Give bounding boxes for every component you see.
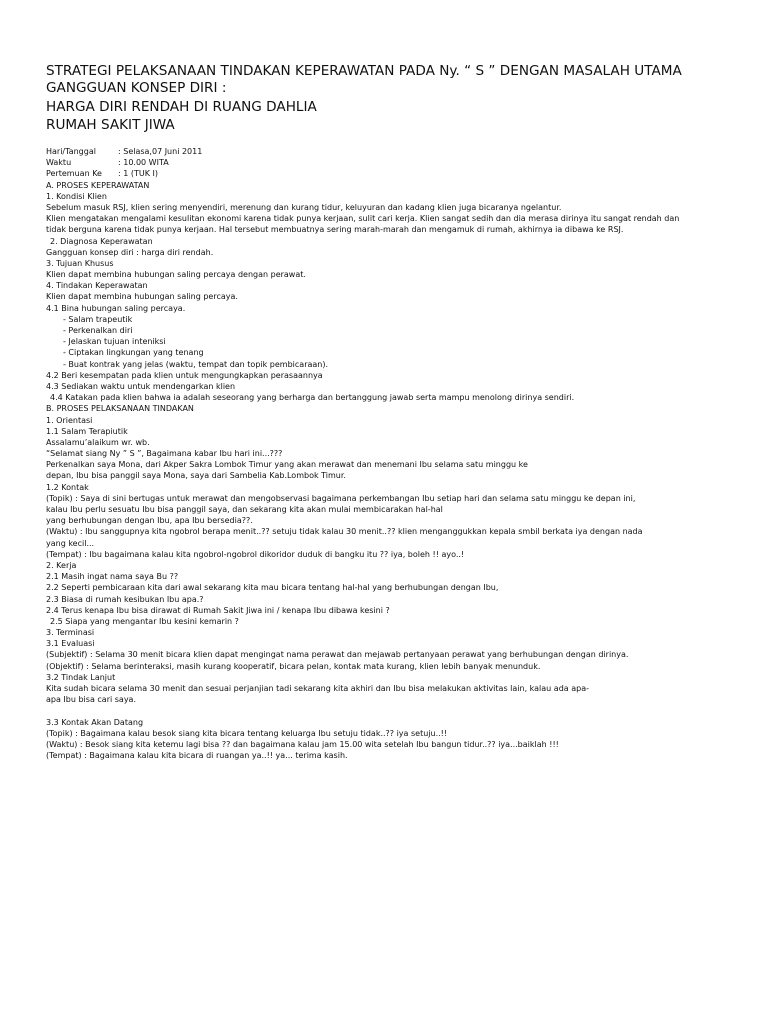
document-title-line-4: RUMAH SAKIT JIWA (46, 117, 175, 133)
meta-value: : Selasa,07 Juni 2011 (118, 147, 203, 156)
paragraph-line: (Objektif) : Selama berinteraksi, masih kurang kooperatif, bicara pelan, kontak mata kurang, klien lebih banyak menunduk. (46, 661, 541, 671)
list-heading: 4.2 Beri kesempatan pada klien untuk mengungkapkan perasaannya (46, 370, 323, 380)
list-item: - Buat kontrak yang jelas (waktu, tempat dan topik pembicaraan). (63, 359, 329, 369)
document-title-line-1: STRATEGI PELAKSANAAN TINDAKAN KEPERAWATAN PADA Ny. “ S ” DENGAN MASALAH UTAMA (46, 63, 682, 79)
paragraph-line: yang berhubungan dengan Ibu, apa Ibu bersedia??. (46, 516, 253, 526)
subsection-heading: 1.2 Kontak (46, 482, 89, 492)
paragraph-line: kalau Ibu perlu sesuatu Ibu bisa panggil saya, dan sekarang kita akan mulai membicarakan hal-hal (46, 505, 443, 514)
paragraph-line: Klien dapat membina hubungan saling percaya. (46, 292, 238, 302)
subsection-heading: 1. Orientasi (46, 415, 93, 425)
paragraph-line: Assalamu’alaikum wr. wb. (46, 437, 150, 447)
subsection-heading: 3. Terminasi (46, 628, 95, 638)
subsection-heading: 3.2 Tindak Lanjut (46, 672, 116, 682)
list-item: 2.4 Terus kenapa Ibu bisa dirawat di Rumah Sakit Jiwa ini / kenapa Ibu dibawa kesini ? (46, 605, 390, 615)
paragraph-line: depan, Ibu bisa panggil saya Mona, saya dari Sambelia Kab.Lombok Timur. (46, 471, 346, 481)
document-body (46, 146, 722, 761)
list-heading: 4.4 Katakan pada klien bahwa ia adalah seseorang yang berharga dan bertanggung jawab serta mampu menolong dirinya sendiri. (50, 393, 575, 403)
paragraph-line: “Selamat siang Ny ” S ”, Bagaimana kabar Ibu hari ini...??? (46, 449, 283, 459)
paragraph-line: Kita sudah bicara selama 30 menit dan sesuai perjanjian tadi sekarang kita akhiri dan Ibu bisa melakukan aktivitas lain, kalau ada apa- (46, 684, 589, 693)
paragraph-line: (Waktu) : Ibu sanggupnya kita ngobrol berapa menit..?? setuju tidak kalau 30 menit..?? klien menganggukkan kepala smbil berkata iya dengan nada (46, 527, 643, 537)
paragraph-line: Klien dapat membina hubungan saling percaya dengan perawat. (46, 270, 306, 280)
paragraph-line: (Subjektif) : Selama 30 menit bicara klien dapat mengingat nama perawat dan mejawab pertanyaan perawat yang berhubungan dengan dirinya. (46, 650, 629, 660)
subsection-heading: 1.1 Salam Terapiutik (46, 426, 128, 436)
document-title-line-2: GANGGUAN KONSEP DIRI : (46, 80, 227, 96)
paragraph-line: (Topik) : Saya di sini bertugas untuk merawat dan mengobservasi bagaimana perkembangan Ibu setiap hari dan selama satu minggu ke depan ini, (46, 493, 636, 503)
list-item: 2.5 Siapa yang mengantar Ibu kesini kemarin ? (50, 616, 239, 626)
list-item: 2.1 Masih ingat nama saya Bu ?? (46, 572, 179, 582)
paragraph-line: (Waktu) : Besok siang kita ketemu lagi bisa ?? dan bagaimana kalau jam 15.00 wita setelah Ibu bangun tidur..?? iya...baiklah !!! (46, 739, 559, 749)
list-item: 2.3 Biasa di rumah kesibukan Ibu apa.? (46, 594, 204, 604)
subsection-heading: 2. Kerja (46, 560, 77, 570)
paragraph-line: Perkenalkan saya Mona, dari Akper Sakra Lombok Timur yang akan merawat dan menemani Ibu selama satu minggu ke (46, 460, 528, 470)
paragraph-line: yang kecil... (46, 538, 95, 548)
subsection-heading: 4. Tindakan Keperawatan (46, 281, 148, 291)
section-heading: B. PROSES PELAKSANAAN TINDAKAN (46, 404, 194, 414)
document-title-line-3: HARGA DIRI RENDAH DI RUANG DAHLIA (46, 99, 317, 115)
meta-hari-tanggal (46, 146, 722, 157)
meta-pertemuan (46, 168, 722, 179)
paragraph-line: (Tempat) : Ibu bagaimana kalau kita ngobrol-ngobrol dikoridor duduk di bangku itu ?? iya, boleh !! ayo..! (46, 549, 465, 559)
subsection-heading: 2. Diagnosa Keperawatan (50, 236, 153, 246)
meta-label: Hari/Tanggal (46, 147, 96, 156)
meta-label: Waktu (46, 158, 72, 168)
paragraph-line: Klien mengatakan mengalami kesulitan ekonomi karena tidak punya kerjaan, sulit cari kerja. Klien sangat sedih dan dia merasa dirinya itu sangat rendah dan (46, 214, 680, 224)
paragraph-line: (Tempat) : Bagaimana kalau kita bicara di ruangan ya..!! ya... terima kasih. (46, 751, 348, 761)
subsection-heading: 3. Tujuan Khusus (46, 258, 114, 268)
subsection-heading: 3.3 Kontak Akan Datang (46, 717, 144, 727)
subsection-heading: 3.1 Evaluasi (46, 639, 95, 649)
meta-waktu (46, 157, 722, 168)
list-item: - Ciptakan lingkungan yang tenang (63, 348, 204, 358)
meta-value: : 10.00 WITA (118, 158, 169, 168)
subsection-heading: 1. Kondisi Klien (46, 191, 107, 201)
list-item: - Salam trapeutik (63, 314, 133, 324)
list-item: - Jelaskan tujuan inteniksi (63, 337, 166, 347)
paragraph-line: apa Ibu bisa cari saya. (46, 695, 136, 705)
meta-value: : 1 (TUK I) (118, 169, 159, 179)
meta-label: Pertemuan Ke (46, 169, 102, 179)
paragraph-line: Sebelum masuk RSJ, klien sering menyendiri, merenung dan kurang tidur, keluyuran dan kadang klien juga bicaranya ngelantur. (46, 202, 562, 212)
section-heading: A. PROSES KEPERAWATAN (46, 180, 150, 190)
list-item: 2.2 Seperti pembicaraan kita dari awal sekarang kita mau bicara tentang hal-hal yang berhubungan dengan Ibu, (46, 583, 499, 593)
list-item: - Perkenalkan diri (63, 326, 133, 335)
paragraph-line: (Topik) : Bagaimana kalau besok siang kita bicara tentang keluarga Ibu setuju tidak..?? iya setuju..!! (46, 728, 448, 738)
paragraph-line: tidak berguna karena tidak punya kerjaan. Hal tersebut membuatnya sering marah-marah dan mengamuk di rumah, akhirnya ia dibawa ke RSJ. (46, 225, 624, 235)
paragraph-line: Gangguan konsep diri : harga diri rendah. (46, 247, 214, 257)
blank-line (46, 705, 722, 716)
list-heading: 4.1 Bina hubungan saling percaya. (46, 303, 186, 313)
list-heading: 4.3 Sediakan waktu untuk mendengarkan klien (46, 381, 236, 391)
